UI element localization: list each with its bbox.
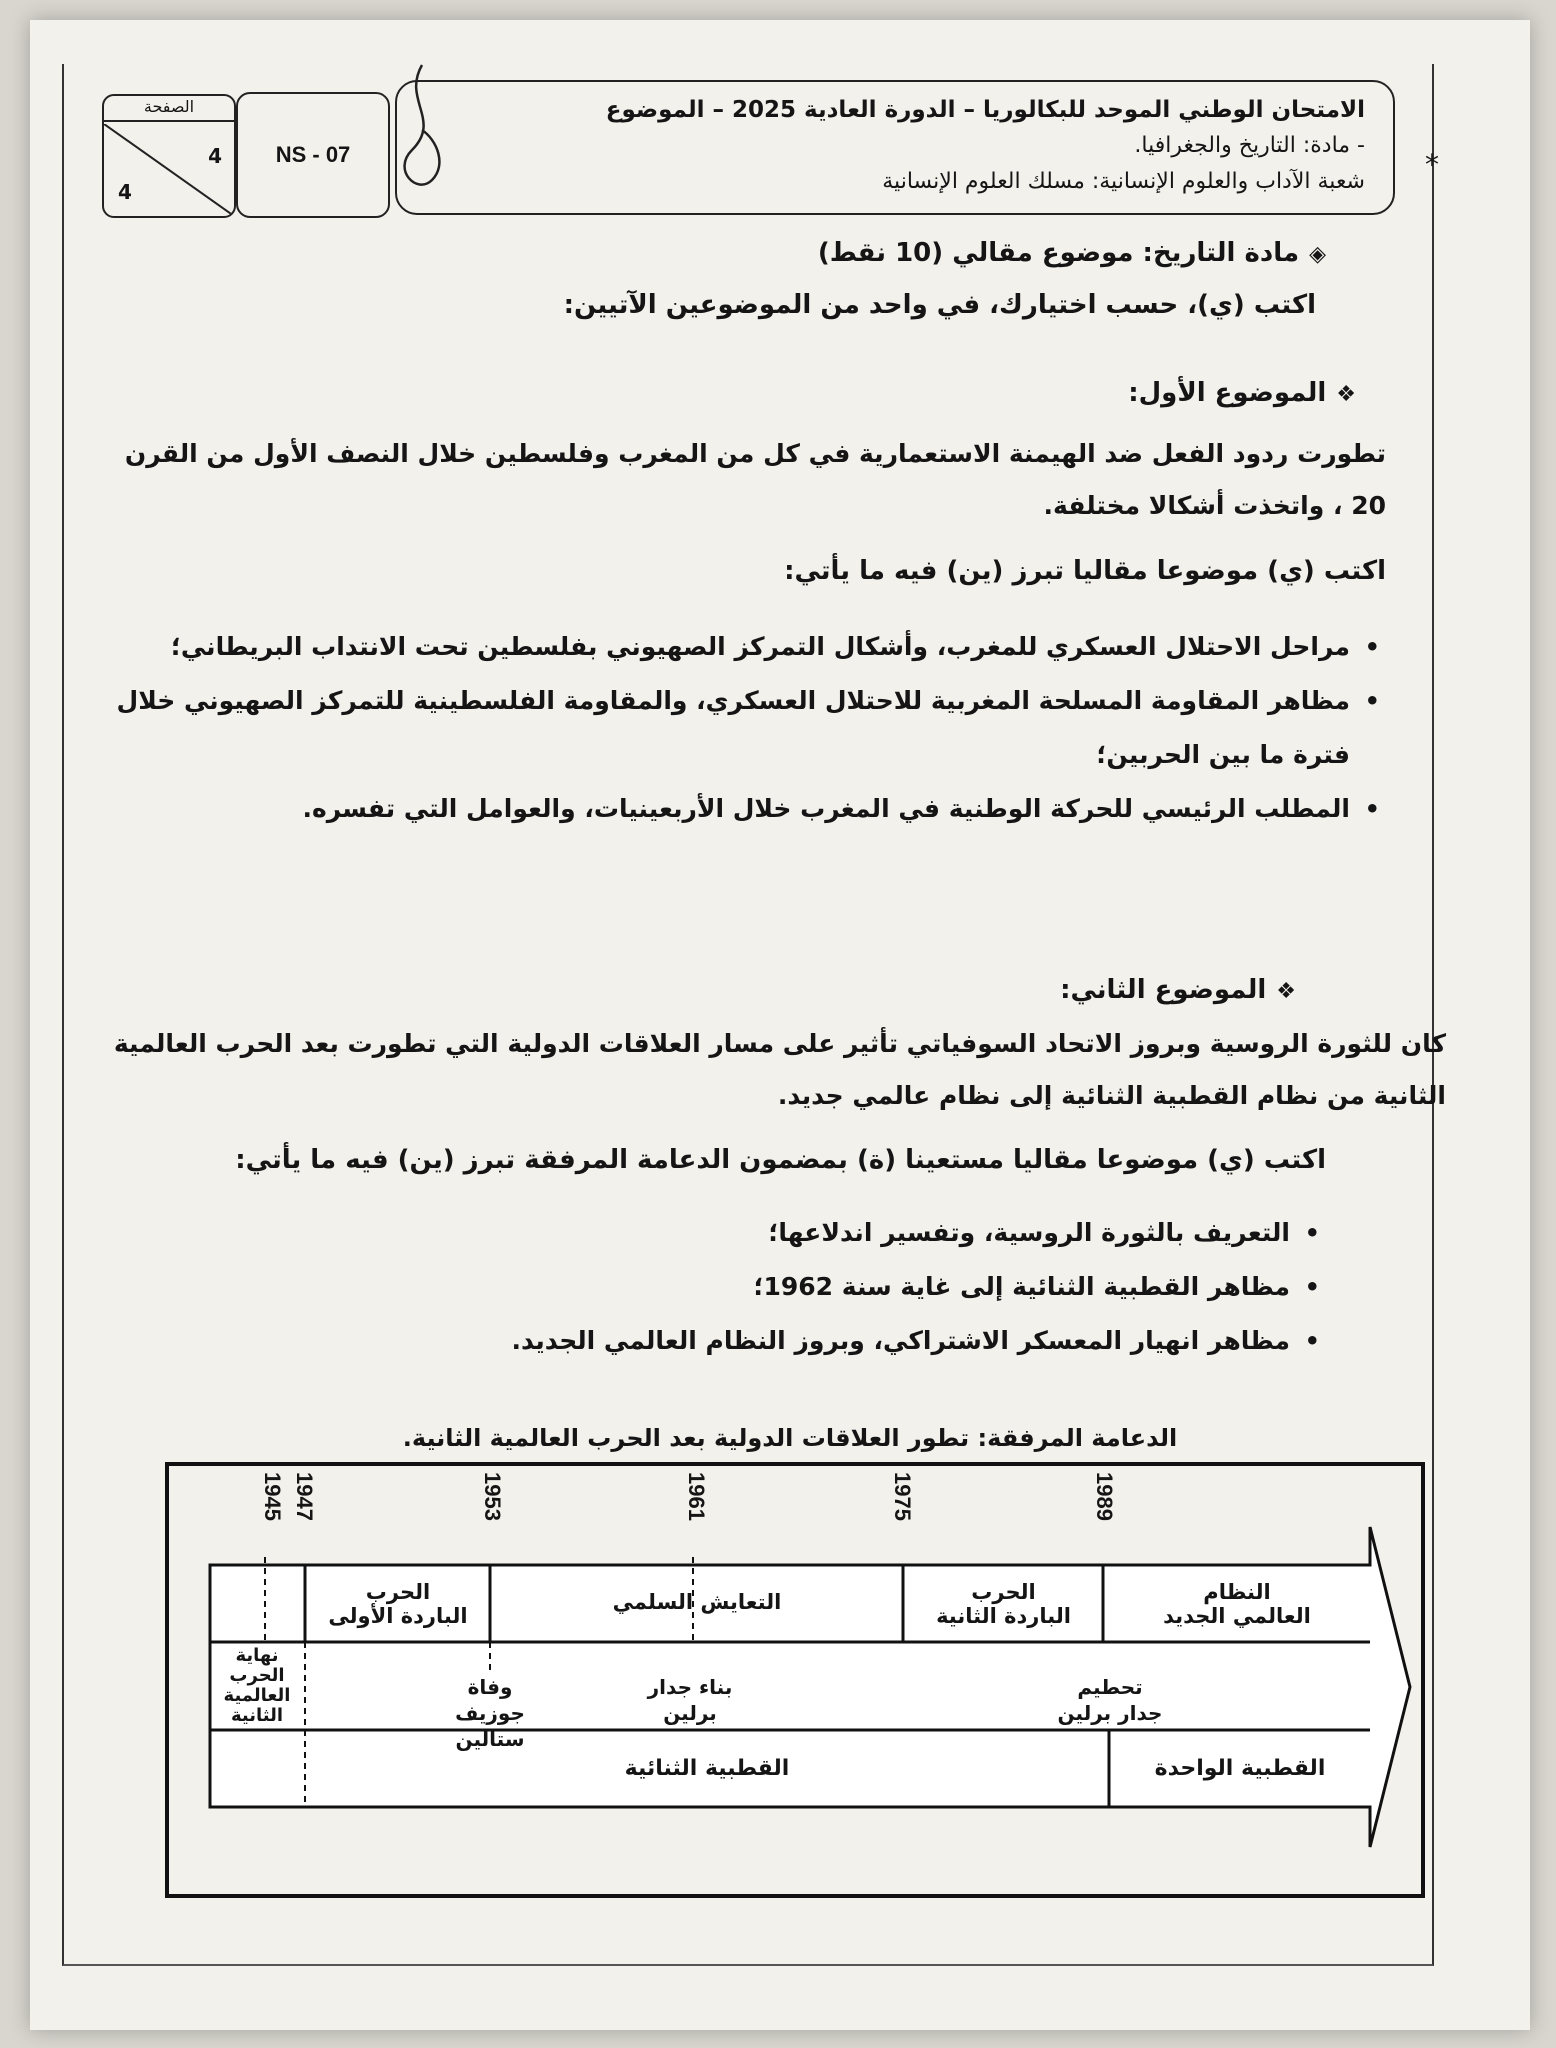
timeline-diagram: [165, 1462, 1425, 1902]
topic2-bullet: • مظاهر القطبية الثنائية إلى غاية سنة 1962؛: [226, 1260, 1326, 1314]
topic1-bullet: • مظاهر المقاومة المسلحة المغربية للاحتلال العسكري، والمقاومة الفلسطينية للتمركز الصهيوني خلال فترة ما بين الحربين؛: [106, 674, 1386, 782]
year-label: 1989: [1092, 1472, 1117, 1521]
event-berlin-wall-fall: تحطيم جدار برلين: [1057, 1675, 1163, 1725]
subject-line: - مادة: التاريخ والجغرافيا.: [1134, 133, 1365, 158]
era-line: النظام: [1203, 1580, 1271, 1604]
year-label: 1947: [292, 1472, 317, 1521]
topic2-bullets: [226, 1206, 1326, 1368]
era-peaceful-coexistence: [492, 1590, 902, 1614]
exam-title: الامتحان الوطني الموحد للبكالوريا – الدورة العادية 2025 – الموضوع: [605, 97, 1365, 123]
topic2-bullet: • التعريف بالثورة الروسية، وتفسير اندلاعها؛: [226, 1206, 1326, 1260]
exam-code: NS - 07: [236, 92, 390, 218]
timeline-title: الدعامة المرفقة: تطور العلاقات الدولية بعد الحرب العالمية الثانية.: [402, 1424, 1178, 1452]
topic1-bullet: • المطلب الرئيسي للحركة الوطنية في المغرب خلال الأربعينيات، والعوامل التي تفسره.: [106, 782, 1386, 836]
year-label: 1975: [890, 1472, 915, 1521]
era-line: الباردة الأولى: [328, 1604, 468, 1628]
topic1-bullet: • مراحل الاحتلال العسكري للمغرب، وأشكال التمركز الصهيوني بفلسطين تحت الانتداب البريطاني؛: [106, 620, 1386, 674]
topic1-heading: [756, 378, 1356, 408]
topic1-task: اكتب (ي) موضوعا مقاليا تبرز (ين) فيه ما يأتي:: [784, 556, 1386, 586]
star-bullet-icon: ❖: [1336, 382, 1356, 407]
signature-mark: [392, 60, 452, 200]
era-cold-war-1: [307, 1580, 489, 1628]
era-line: الحرب: [971, 1580, 1036, 1604]
era-cold-war-2: [905, 1580, 1102, 1628]
event-stalin-death: وفاة جوزيف ستالين: [455, 1675, 525, 1751]
polarity-bipolar: القطبية الثنائية: [624, 1756, 790, 1781]
topic2-heading-text: الموضوع الثاني:: [1060, 975, 1267, 1005]
era-line: الحرب: [365, 1580, 431, 1604]
exam-header: [395, 80, 1395, 215]
page-number-box: [102, 94, 236, 218]
topic2-intro: كان للثورة الروسية وبروز الاتحاد السوفياتي تأثير على مسار العلاقات الدولية التي تطورت بعد الحرب العالمية الثانية من نظام القطبية الثنائية إلى نظام عالمي جديد.: [113, 1029, 1446, 1110]
history-title: [226, 238, 1326, 268]
timeline-graphic: [165, 1462, 1425, 1902]
topic2-heading: [696, 975, 1296, 1005]
era-line: التعايش السلمي: [612, 1590, 782, 1614]
diamond-bullet-icon: ◈: [1309, 242, 1326, 267]
history-title-text: مادة التاريخ: موضوع مقالي (10 نقط): [817, 238, 1300, 268]
corner-mark: *: [1425, 148, 1439, 181]
era-line: العالمي الجديد: [1163, 1604, 1311, 1628]
era-new-world-order: [1105, 1580, 1369, 1628]
page-label: الصفحة: [104, 94, 234, 122]
page-total: 4: [118, 180, 132, 204]
topic2-task: اكتب (ي) موضوعا مقاليا مستعينا (ة) بمضمون الدعامة المرفقة تبرز (ين) فيه ما يأتي:: [235, 1145, 1326, 1175]
branch-line: شعبة الآداب والعلوم الإنسانية: مسلك العلوم الإنسانية: [882, 169, 1365, 194]
polarity-unipolar: القطبية الواحدة: [1154, 1756, 1326, 1781]
topic1-heading-text: الموضوع الأول:: [1128, 378, 1327, 408]
event-berlin-wall-built: بناء جدار برلين: [647, 1675, 733, 1725]
page-current: 4: [208, 144, 222, 168]
event-end-ww2: نهاية الحرب العالمية الثانية: [223, 1645, 291, 1726]
year-label: 1961: [684, 1472, 709, 1521]
topic1-bullets: [106, 620, 1386, 836]
topic1-intro: تطورت ردود الفعل ضد الهيمنة الاستعمارية في كل من المغرب وفلسطين خلال النصف الأول من القرن 20 ، واتخذت أشكالا مختلفة.: [124, 439, 1386, 520]
era-line: الباردة الثانية: [936, 1604, 1071, 1628]
year-label: 1953: [480, 1472, 505, 1521]
star-bullet-icon: ❖: [1276, 979, 1296, 1004]
history-instruction: اكتب (ي)، حسب اختيارك، في واحد من الموضوعين الآتيين:: [563, 290, 1316, 320]
year-label: 1945: [260, 1472, 285, 1521]
topic2-bullet: • مظاهر انهيار المعسكر الاشتراكي، وبروز النظام العالمي الجديد.: [226, 1314, 1326, 1368]
